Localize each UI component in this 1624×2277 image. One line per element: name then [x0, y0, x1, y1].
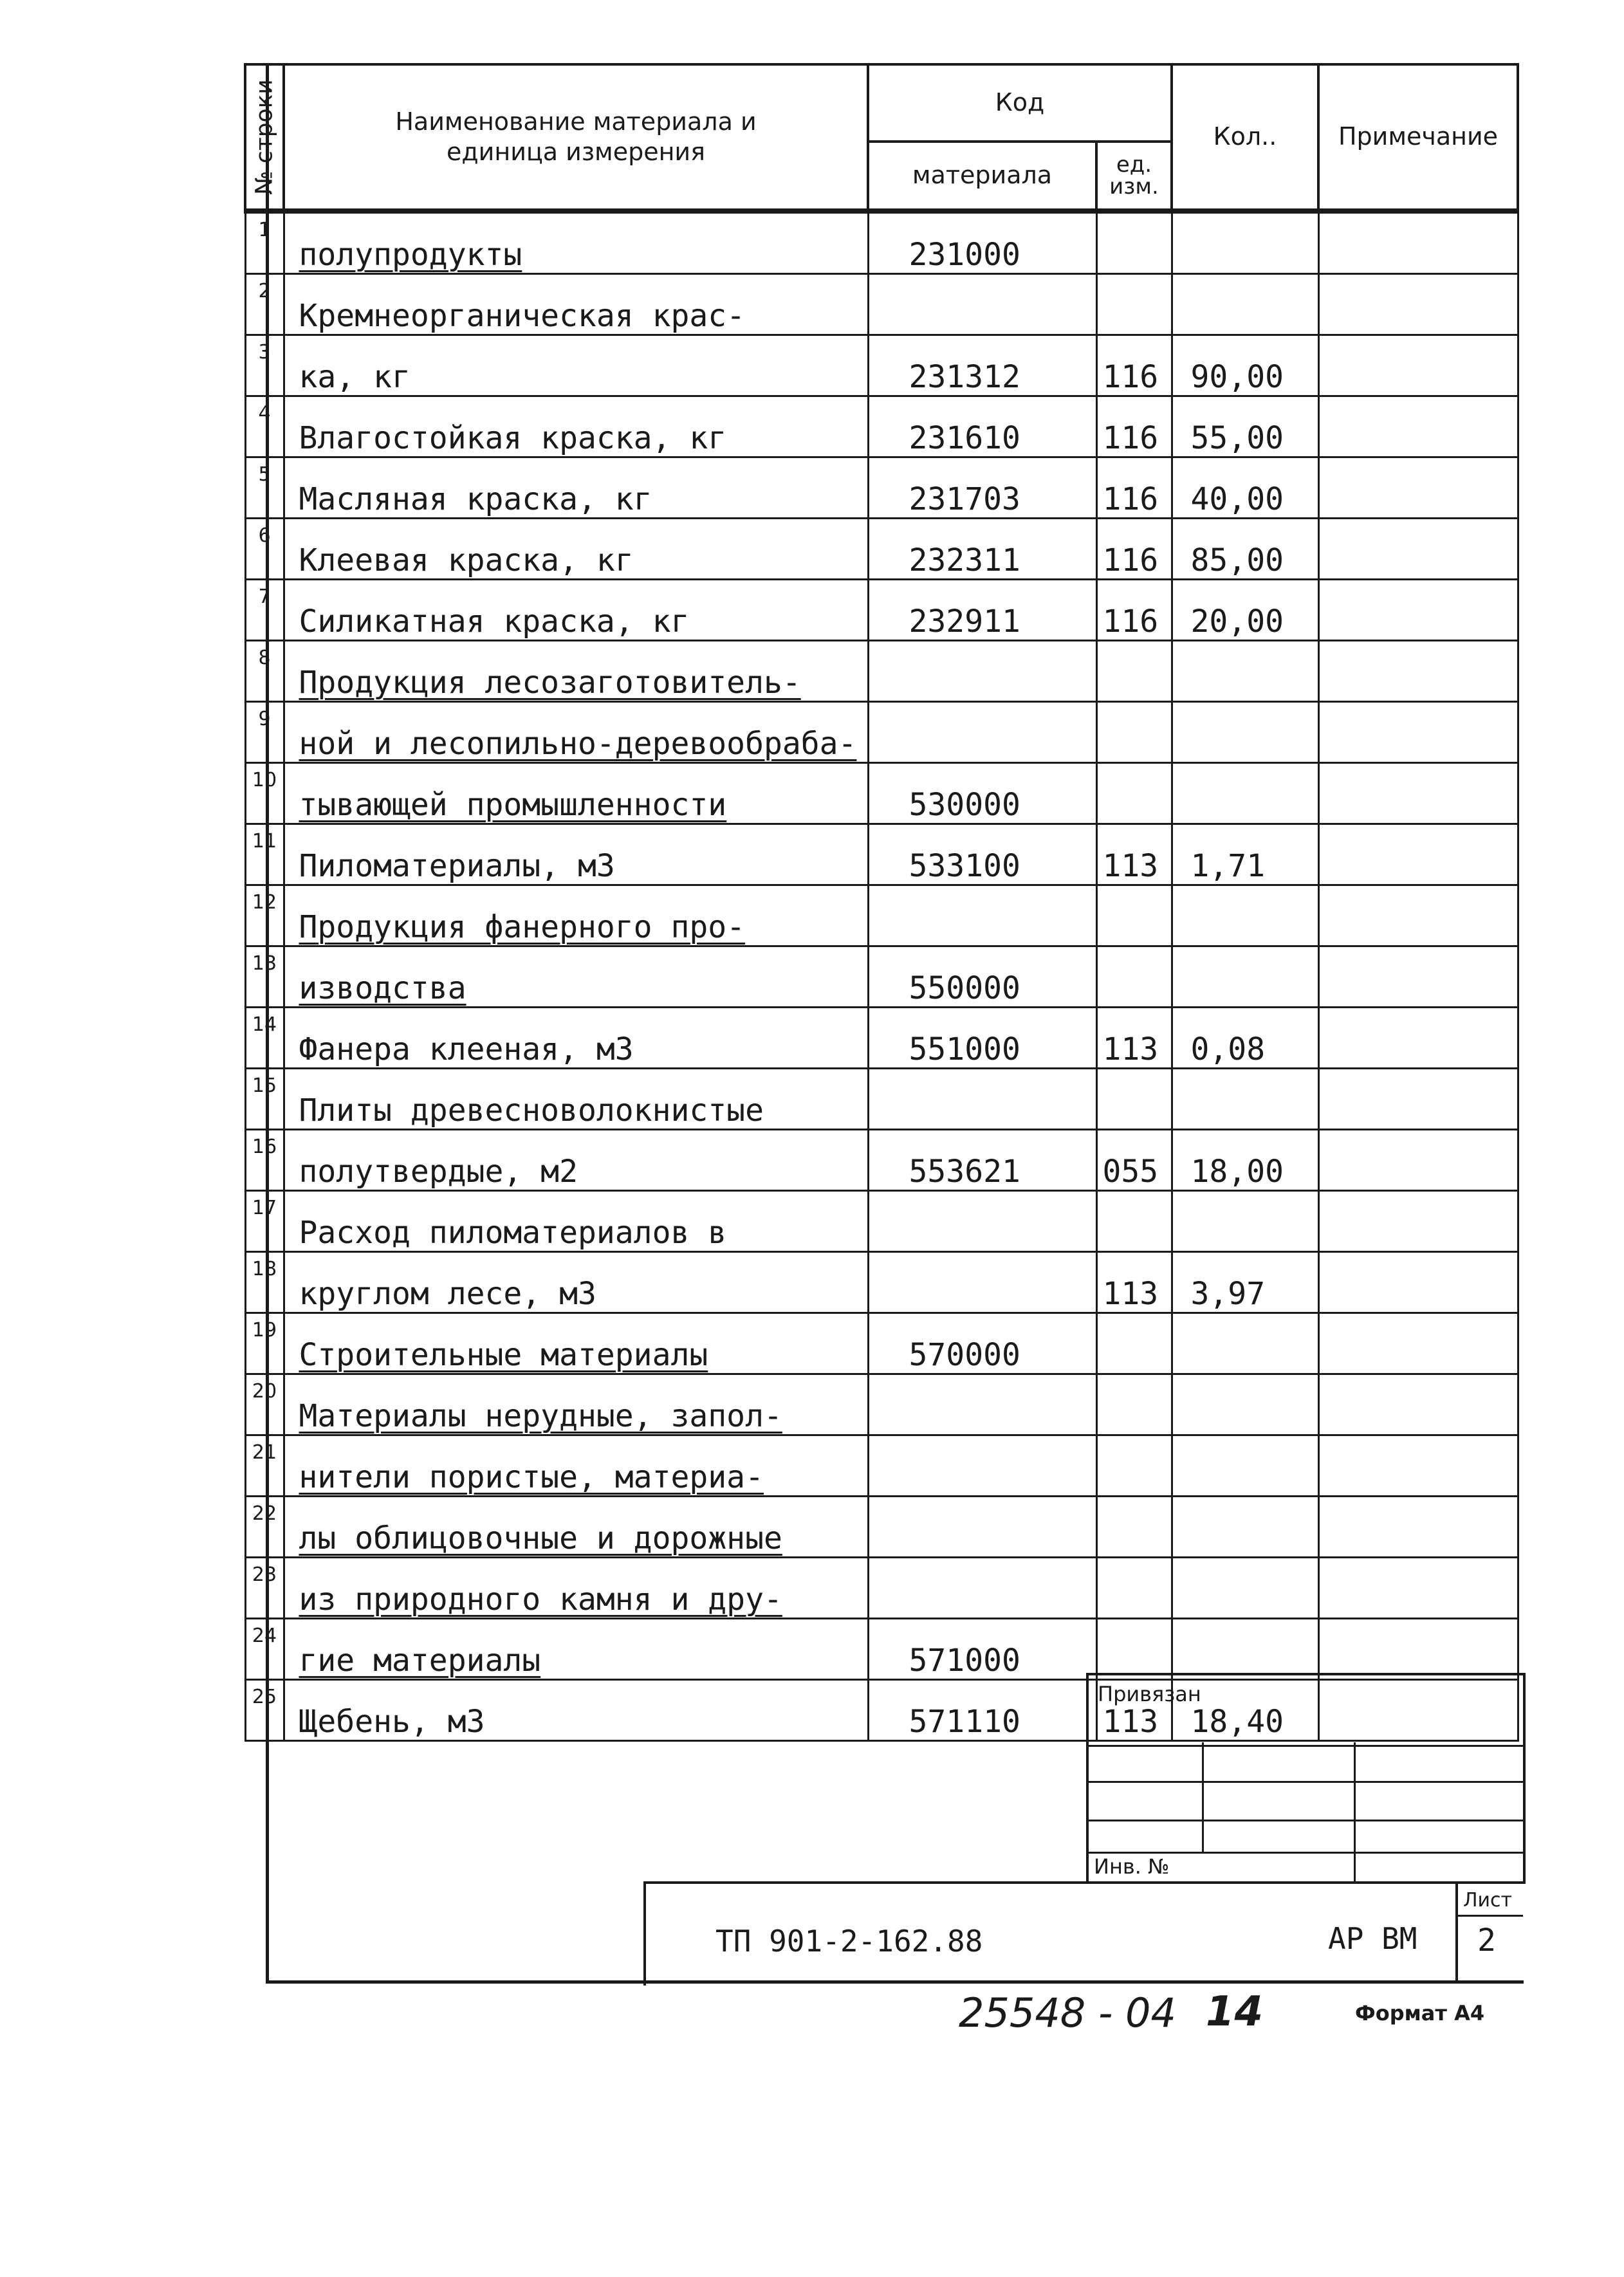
row-number-cell	[245, 274, 284, 335]
material-code-cell	[868, 519, 1096, 580]
unit-code-cell	[1096, 457, 1172, 519]
material-code-cell	[868, 1558, 1096, 1619]
material-name-cell	[284, 1558, 868, 1619]
material-name-cell	[284, 1130, 868, 1191]
material-name: Влагостойкая краска, кг	[299, 420, 727, 456]
material-name: Пиломатериалы, м3	[299, 848, 615, 884]
quantity: 40,00	[1190, 481, 1284, 517]
material-code-cell	[868, 1313, 1096, 1374]
row-number-cell	[245, 1497, 284, 1558]
material-name-cell	[284, 1497, 868, 1558]
unit-code: 116	[1102, 604, 1159, 640]
material-code-header: материала	[868, 142, 1096, 211]
row-number: 23	[252, 1563, 277, 1586]
unit-code-cell	[1096, 396, 1172, 457]
note-cell	[1318, 1497, 1518, 1558]
note-cell	[1318, 824, 1518, 885]
privyazan-label: Привязан	[1098, 1682, 1201, 1706]
quantity-cell	[1172, 457, 1318, 519]
row-number: 4	[258, 402, 271, 425]
note-cell	[1318, 396, 1518, 457]
quantity: 85,00	[1190, 542, 1284, 578]
row-number-cell	[245, 702, 284, 763]
quantity-cell	[1172, 211, 1318, 274]
material-code: 231610	[909, 420, 1020, 456]
unit-code-cell	[1096, 1435, 1172, 1497]
material-name: из природного камня и дру-	[299, 1581, 782, 1618]
row-number: 13	[252, 952, 277, 975]
table-row	[245, 1069, 1518, 1130]
material-name-cell	[284, 641, 868, 702]
unit-code-cell	[1096, 946, 1172, 1008]
quantity-cell	[1172, 946, 1318, 1008]
quantity: 18,40	[1190, 1704, 1284, 1740]
material-name: Расход пиломатериалов в	[299, 1215, 727, 1251]
row-number: 5	[258, 463, 271, 486]
unit-code-cell	[1096, 211, 1172, 274]
material-name-cell	[284, 763, 868, 824]
material-name-cell	[284, 1008, 868, 1069]
material-code: 553621	[909, 1154, 1020, 1190]
unit-code-cell	[1096, 763, 1172, 824]
table-row	[245, 946, 1518, 1008]
row-number-cell	[245, 1374, 284, 1435]
row-number: 8	[258, 647, 271, 669]
material-code-cell	[868, 702, 1096, 763]
materials-table	[244, 63, 1519, 1742]
row-number-cell	[245, 1130, 284, 1191]
quantity: 1,71	[1190, 848, 1266, 884]
material-name: круглом лесе, м3	[299, 1276, 596, 1312]
sheet-label: Лист	[1463, 1889, 1513, 1912]
table-row	[245, 824, 1518, 885]
table-row	[245, 274, 1518, 335]
table-row	[245, 1008, 1518, 1069]
table-row	[245, 1374, 1518, 1435]
quantity-cell	[1172, 519, 1318, 580]
material-name-cell	[284, 1252, 868, 1313]
material-code-cell	[868, 1435, 1096, 1497]
code-group-header: Код	[868, 64, 1172, 142]
quantity-cell	[1172, 396, 1318, 457]
quantity-cell	[1172, 641, 1318, 702]
quantity-cell	[1172, 824, 1318, 885]
table-row	[245, 1497, 1518, 1558]
handwritten-number: 25548 - 04	[959, 1989, 1176, 2036]
name-column-header: Наименование материала и единица измерения	[284, 64, 868, 211]
material-name: Строительные материалы	[299, 1337, 708, 1373]
material-name-cell	[284, 580, 868, 641]
quantity-cell	[1172, 702, 1318, 763]
row-number-cell	[245, 1619, 284, 1680]
row-number-cell	[245, 1313, 284, 1374]
row-number: 7	[258, 585, 271, 608]
quantity-cell	[1172, 1374, 1318, 1435]
quantity-cell	[1172, 1191, 1318, 1252]
material-code: 530000	[909, 787, 1020, 823]
note-cell	[1318, 580, 1518, 641]
unit-code-cell	[1096, 274, 1172, 335]
material-code: 231312	[909, 359, 1020, 395]
material-code: 533100	[909, 848, 1020, 884]
unit-code-cell	[1096, 1558, 1172, 1619]
note-cell	[1318, 1374, 1518, 1435]
material-code-cell	[868, 580, 1096, 641]
note-cell	[1318, 457, 1518, 519]
table-row	[245, 1435, 1518, 1497]
material-name: Масляная краска, кг	[299, 481, 652, 517]
row-number: 9	[258, 708, 271, 730]
unit-code-cell	[1096, 519, 1172, 580]
unit-code-cell	[1096, 641, 1172, 702]
table-row	[245, 702, 1518, 763]
row-number-cell	[245, 1558, 284, 1619]
unit-code: 055	[1102, 1154, 1159, 1190]
quantity-cell	[1172, 1008, 1318, 1069]
quantity-cell	[1172, 580, 1318, 641]
row-number: 18	[252, 1258, 277, 1280]
row-number: 17	[252, 1197, 277, 1219]
note-cell	[1318, 702, 1518, 763]
quantity-cell	[1172, 1252, 1318, 1313]
material-name: ка, кг	[299, 359, 411, 395]
material-name: Продукция лесозаготовитель-	[299, 665, 801, 701]
table-row	[245, 1619, 1518, 1680]
material-name: полутвердые, м2	[299, 1154, 578, 1190]
unit-code-cell	[1096, 1619, 1172, 1680]
row-number-cell	[245, 1435, 284, 1497]
row-number: 16	[252, 1136, 277, 1158]
material-name: нители пористые, материа-	[299, 1459, 764, 1495]
unit-code-cell	[1096, 1497, 1172, 1558]
material-code-cell	[868, 946, 1096, 1008]
quantity-cell	[1172, 885, 1318, 946]
unit-code-cell	[1096, 1313, 1172, 1374]
unit-code-cell	[1096, 1252, 1172, 1313]
material-name-cell	[284, 1313, 868, 1374]
unit-code: 116	[1102, 542, 1159, 578]
material-name: гие материалы	[299, 1643, 541, 1679]
note-cell	[1318, 641, 1518, 702]
material-name-cell	[284, 457, 868, 519]
row-number-cell	[245, 211, 284, 274]
row-number: 22	[252, 1502, 277, 1525]
note-cell	[1318, 1313, 1518, 1374]
material-name: ной и лесопильно-деревообраба-	[299, 726, 857, 762]
material-name-cell	[284, 885, 868, 946]
inventory-box	[1086, 1742, 1526, 1884]
material-name-cell	[284, 211, 868, 274]
material-code: 571110	[909, 1704, 1020, 1740]
quantity-cell	[1172, 1313, 1318, 1374]
note-cell	[1318, 1008, 1518, 1069]
unit-code: 113	[1102, 848, 1159, 884]
material-name: лы облицовочные и дорожные	[299, 1520, 782, 1556]
table-row	[245, 580, 1518, 641]
material-name-cell	[284, 335, 868, 396]
unit-code: 116	[1102, 481, 1159, 517]
table-row	[245, 519, 1518, 580]
table-row	[245, 1191, 1518, 1252]
material-code: 231000	[909, 237, 1020, 273]
unit-code: 113	[1102, 1704, 1159, 1740]
row-number: 15	[252, 1074, 277, 1097]
material-code-cell	[868, 1252, 1096, 1313]
material-code-cell	[868, 1130, 1096, 1191]
row-number-cell	[245, 1191, 284, 1252]
quantity-cell	[1172, 763, 1318, 824]
material-name: Продукция фанерного про-	[299, 909, 746, 945]
note-cell	[1318, 1252, 1518, 1313]
row-number-header: № строки	[245, 64, 284, 211]
row-number: 14	[252, 1013, 277, 1036]
material-code-cell	[868, 1374, 1096, 1435]
row-number-cell	[245, 335, 284, 396]
unit-code-cell	[1096, 702, 1172, 763]
material-code-cell	[868, 1069, 1096, 1130]
material-code: 550000	[909, 970, 1020, 1006]
row-number-cell	[245, 641, 284, 702]
table-row	[245, 763, 1518, 824]
material-code-cell	[868, 457, 1096, 519]
unit-code-cell	[1096, 1374, 1172, 1435]
row-number: 25	[252, 1686, 277, 1708]
material-code: 232311	[909, 542, 1020, 578]
material-name-cell	[284, 946, 868, 1008]
material-name-cell	[284, 396, 868, 457]
material-name: тывающей промышленности	[299, 787, 727, 823]
material-name: Материалы нерудные, запол-	[299, 1398, 782, 1434]
unit-code-cell	[1096, 1191, 1172, 1252]
material-name: Кремнеорганическая крас-	[299, 298, 746, 334]
note-cell	[1318, 211, 1518, 274]
document-title-block	[643, 1881, 1523, 1986]
material-code-cell	[868, 1191, 1096, 1252]
material-name-cell	[284, 702, 868, 763]
note-cell	[1318, 274, 1518, 335]
unit-code-header: ед. изм.	[1096, 142, 1172, 211]
quantity: 90,00	[1190, 359, 1284, 395]
quantity-cell	[1172, 1130, 1318, 1191]
material-name-cell	[284, 1374, 868, 1435]
row-number-cell	[245, 1252, 284, 1313]
material-name: Щебень, м3	[299, 1704, 485, 1740]
sheet-number: 2	[1477, 1922, 1496, 1959]
row-number: 11	[252, 830, 277, 853]
material-name: Силикатная краска, кг	[299, 604, 690, 640]
quantity: 18,00	[1190, 1154, 1284, 1190]
material-code-cell	[868, 641, 1096, 702]
material-name-cell	[284, 1619, 868, 1680]
row-number-cell	[245, 580, 284, 641]
row-number-cell	[245, 396, 284, 457]
material-name-cell	[284, 1680, 868, 1741]
row-number-cell	[245, 946, 284, 1008]
material-name: полупродукты	[299, 237, 522, 273]
row-number-cell	[245, 1680, 284, 1741]
unit-code-cell	[1096, 580, 1172, 641]
quantity-cell	[1172, 1435, 1318, 1497]
quantity-cell	[1172, 1619, 1318, 1680]
table-row	[245, 1558, 1518, 1619]
note-cell	[1318, 1435, 1518, 1497]
note-cell	[1318, 519, 1518, 580]
unit-code-cell	[1096, 1130, 1172, 1191]
unit-code: 113	[1102, 1031, 1159, 1067]
material-name-cell	[284, 1435, 868, 1497]
material-code-cell	[868, 396, 1096, 457]
note-cell	[1318, 763, 1518, 824]
material-code: 232911	[909, 604, 1020, 640]
unit-code: 116	[1102, 359, 1159, 395]
quantity: 3,97	[1190, 1276, 1266, 1312]
note-cell	[1318, 1069, 1518, 1130]
quantity-cell	[1172, 1497, 1318, 1558]
note-cell	[1318, 1191, 1518, 1252]
material-name-cell	[284, 274, 868, 335]
note-cell	[1318, 1619, 1518, 1680]
handwritten-page: 14	[1206, 1988, 1264, 2036]
note-header: Примечание	[1318, 64, 1518, 211]
note-cell	[1318, 335, 1518, 396]
material-name-cell	[284, 1191, 868, 1252]
material-name: Клеевая краска, кг	[299, 542, 634, 578]
material-name-cell	[284, 824, 868, 885]
quantity-cell	[1172, 1558, 1318, 1619]
row-number: 10	[252, 769, 277, 791]
quantity-cell	[1172, 274, 1318, 335]
row-number-cell	[245, 519, 284, 580]
material-name-cell	[284, 1069, 868, 1130]
quantity: 55,00	[1190, 420, 1284, 456]
row-number-cell	[245, 763, 284, 824]
row-number: 20	[252, 1380, 277, 1403]
inventory-number-label: Инв. №	[1094, 1854, 1170, 1879]
material-name: изводства	[299, 970, 466, 1006]
table-row	[245, 641, 1518, 702]
document-code: ТП 901-2-162.88	[715, 1924, 983, 1959]
quantity-header: Кол..	[1172, 64, 1318, 211]
material-code-cell	[868, 1497, 1096, 1558]
note-cell	[1318, 885, 1518, 946]
unit-code-cell	[1096, 1008, 1172, 1069]
material-code-cell	[868, 885, 1096, 946]
note-cell	[1318, 1558, 1518, 1619]
row-number: 24	[252, 1625, 277, 1647]
quantity-cell	[1172, 335, 1318, 396]
material-code-cell	[868, 211, 1096, 274]
material-name-cell	[284, 519, 868, 580]
material-code: 551000	[909, 1031, 1020, 1067]
material-code-cell	[868, 274, 1096, 335]
row-number: 21	[252, 1441, 277, 1464]
row-number-cell	[245, 885, 284, 946]
table-row	[245, 396, 1518, 457]
note-cell	[1318, 946, 1518, 1008]
material-code-cell	[868, 335, 1096, 396]
section-code: АР ВМ	[1328, 1921, 1417, 1956]
table-row	[245, 457, 1518, 519]
privyazan-box	[1086, 1673, 1526, 1747]
material-code-cell	[868, 824, 1096, 885]
material-name: Фанера клееная, м3	[299, 1031, 634, 1067]
table-body	[245, 211, 1518, 1741]
material-code: 570000	[909, 1337, 1020, 1373]
row-number-cell	[245, 1069, 284, 1130]
format-label: Формат А4	[1355, 2001, 1485, 2025]
quantity: 20,00	[1190, 604, 1284, 640]
material-code: 231703	[909, 481, 1020, 517]
unit-code-cell	[1096, 824, 1172, 885]
material-code-cell	[868, 1680, 1096, 1741]
row-number: 19	[252, 1319, 277, 1341]
material-code: 571000	[909, 1643, 1020, 1679]
table-row	[245, 1130, 1518, 1191]
quantity: 0,08	[1190, 1031, 1266, 1067]
unit-code-cell	[1096, 885, 1172, 946]
material-code-cell	[868, 763, 1096, 824]
table-row	[245, 335, 1518, 396]
row-number: 6	[258, 524, 271, 547]
row-number: 3	[258, 341, 271, 364]
note-cell	[1318, 1130, 1518, 1191]
unit-code-cell	[1096, 335, 1172, 396]
row-number: 2	[258, 280, 271, 302]
material-name: Плиты древесноволокнистые	[299, 1092, 764, 1129]
row-number-cell	[245, 1008, 284, 1069]
unit-code: 116	[1102, 420, 1159, 456]
table-row	[245, 885, 1518, 946]
unit-code: 113	[1102, 1276, 1159, 1312]
row-number: 12	[252, 891, 277, 914]
row-number: 1	[258, 219, 271, 241]
material-code-cell	[868, 1008, 1096, 1069]
unit-code-cell	[1096, 1069, 1172, 1130]
material-code-cell	[868, 1619, 1096, 1680]
table-row	[245, 1313, 1518, 1374]
row-number-cell	[245, 457, 284, 519]
quantity-cell	[1172, 1069, 1318, 1130]
table-row	[245, 211, 1518, 274]
row-number-cell	[245, 824, 284, 885]
table-row	[245, 1252, 1518, 1313]
